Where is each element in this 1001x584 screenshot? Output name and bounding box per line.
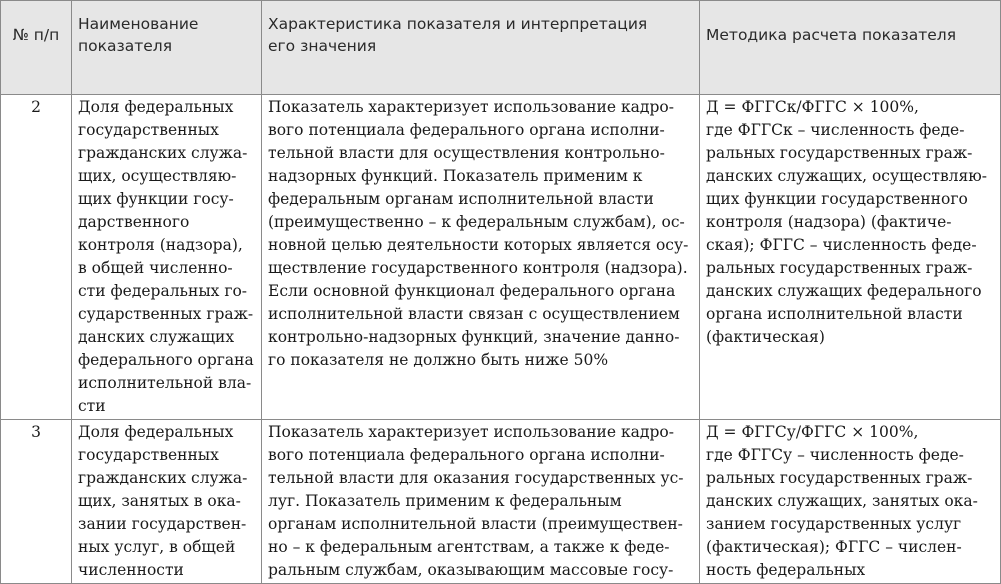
- cell-text-line: контроля (надзора),: [78, 236, 243, 254]
- header-method: [700, 1, 1001, 95]
- cell-text-line: луг. Показатель применим к федеральным: [268, 492, 622, 510]
- header-description-line: Характеристика показателя и интерпретация: [268, 15, 648, 33]
- indicator-description-cell: [262, 420, 700, 584]
- row-number-cell: [1, 420, 72, 584]
- cell-text-line: ская); ФГГС – численность феде-: [706, 236, 977, 254]
- header-description: [262, 1, 700, 95]
- cell-text-line: ральных государственных граж-: [706, 469, 973, 487]
- row-number: 2: [31, 98, 41, 116]
- cell-text-line: федеральным органам исполнительной власти: [268, 190, 654, 208]
- table-row: [1, 420, 1001, 584]
- cell-text-line: сударственных граж-: [78, 305, 254, 323]
- cell-text-line: щих, осуществляю-: [78, 167, 237, 185]
- cell-text-line: численности: [78, 561, 184, 579]
- cell-text-line: Показатель характеризует использование кадро-: [268, 423, 674, 441]
- cell-text-line: го показателя не должно быть ниже 50%: [268, 351, 609, 369]
- cell-text-line: исполнительной вла-: [78, 374, 252, 392]
- cell-text-line: данских служащих: [78, 328, 235, 346]
- cell-text-line: исполнительной власти связан с осуществлением: [268, 305, 680, 323]
- cell-text-line: вого потенциала федерального органа исполни-: [268, 121, 665, 139]
- cell-text-line: данских служащих федерального: [706, 282, 982, 300]
- header-description-line: его значения: [268, 37, 377, 55]
- cell-text-line: контрольно-надзорных функций, значение данно-: [268, 328, 680, 346]
- cell-text-line: где ФГГСу – численность феде-: [706, 446, 964, 464]
- header-name-line: Наименование: [78, 15, 199, 33]
- row-number-cell: [1, 95, 72, 420]
- cell-text-line: (фактическая); ФГГС – числен-: [706, 538, 962, 556]
- cell-text-line: контроля (надзора) (фактиче-: [706, 213, 952, 231]
- indicator-name-cell: [72, 95, 262, 420]
- cell-text-line: щих, занятых в ока-: [78, 492, 241, 510]
- cell-text-line: Доля федеральных: [78, 423, 234, 441]
- cell-text-line: но – к федеральным агентствам, а также к феде-: [268, 538, 670, 556]
- cell-text-line: щих функции государственного: [706, 190, 968, 208]
- cell-text-line: тельной власти для осуществления контрольно-: [268, 144, 665, 162]
- cell-text-line: новной целью деятельности которых является осу-: [268, 236, 689, 254]
- cell-text-line: (преимущественно – к федеральным службам), ос-: [268, 213, 685, 231]
- cell-text-line: ных услуг, в общей: [78, 538, 236, 556]
- cell-text-line: зании государствен-: [78, 515, 247, 533]
- cell-text-line: ральным службам, оказывающим массовые госу-: [268, 561, 674, 579]
- cell-text-line: сти: [78, 397, 106, 415]
- cell-text-line: гражданских служа-: [78, 469, 248, 487]
- cell-text-line: тельной власти для оказания государственных ус-: [268, 469, 684, 487]
- cell-text-line: надзорных функций. Показатель применим к: [268, 167, 643, 185]
- cell-text-line: в общей численно-: [78, 259, 233, 277]
- calculation-method-cell: [700, 420, 1001, 584]
- cell-text-line: щих функции госу-: [78, 190, 234, 208]
- cell-text-line: гражданских служа-: [78, 144, 248, 162]
- cell-text-line: государственных: [78, 446, 219, 464]
- cell-text-line: ральных государственных граж-: [706, 259, 973, 277]
- header-method-text: Методика расчета показателя: [706, 26, 957, 44]
- table-header-row: [1, 1, 1001, 95]
- cell-text-line: сти федеральных го-: [78, 282, 248, 300]
- cell-text-line: вого потенциала федерального органа исполни-: [268, 446, 665, 464]
- row-number: 3: [31, 423, 41, 441]
- header-number-text: № п/п: [12, 26, 60, 44]
- cell-text-line: данских служащих, осуществляю-: [706, 167, 988, 185]
- cell-text-line: Д = ФГГСк/ФГГС × 100%,: [706, 98, 919, 116]
- cell-text-line: Если основной функционал федерального органа: [268, 282, 676, 300]
- header-number: [1, 1, 72, 95]
- cell-text-line: федерального органа: [78, 351, 254, 369]
- calculation-method-cell: [700, 95, 1001, 420]
- cell-text-line: Показатель характеризует использование кадро-: [268, 98, 674, 116]
- indicator-description-cell: [262, 95, 700, 420]
- cell-text-line: органа исполнительной власти: [706, 305, 963, 323]
- cell-text-line: где ФГГСк – численность феде-: [706, 121, 965, 139]
- cell-text-line: ществление государственного контроля (надзора).: [268, 259, 688, 277]
- cell-text-line: (фактическая): [706, 328, 825, 346]
- cell-text-line: органам исполнительной власти (преимуществен-: [268, 515, 683, 533]
- cell-text-line: государственных: [78, 121, 219, 139]
- cell-text-line: данских служащих, занятых ока-: [706, 492, 978, 510]
- table-row: [1, 95, 1001, 420]
- cell-text-line: ральных государственных граж-: [706, 144, 973, 162]
- header-name: [72, 1, 262, 95]
- cell-text-line: Доля федеральных: [78, 98, 234, 116]
- cell-text-line: ность федеральных: [706, 561, 866, 579]
- cell-text-line: дарственного: [78, 213, 190, 231]
- indicator-name-cell: [72, 420, 262, 584]
- cell-text-line: занием государственных услуг: [706, 515, 962, 533]
- cell-text-line: Д = ФГГСу/ФГГС × 100%,: [706, 423, 919, 441]
- header-name-line: показателя: [78, 37, 173, 55]
